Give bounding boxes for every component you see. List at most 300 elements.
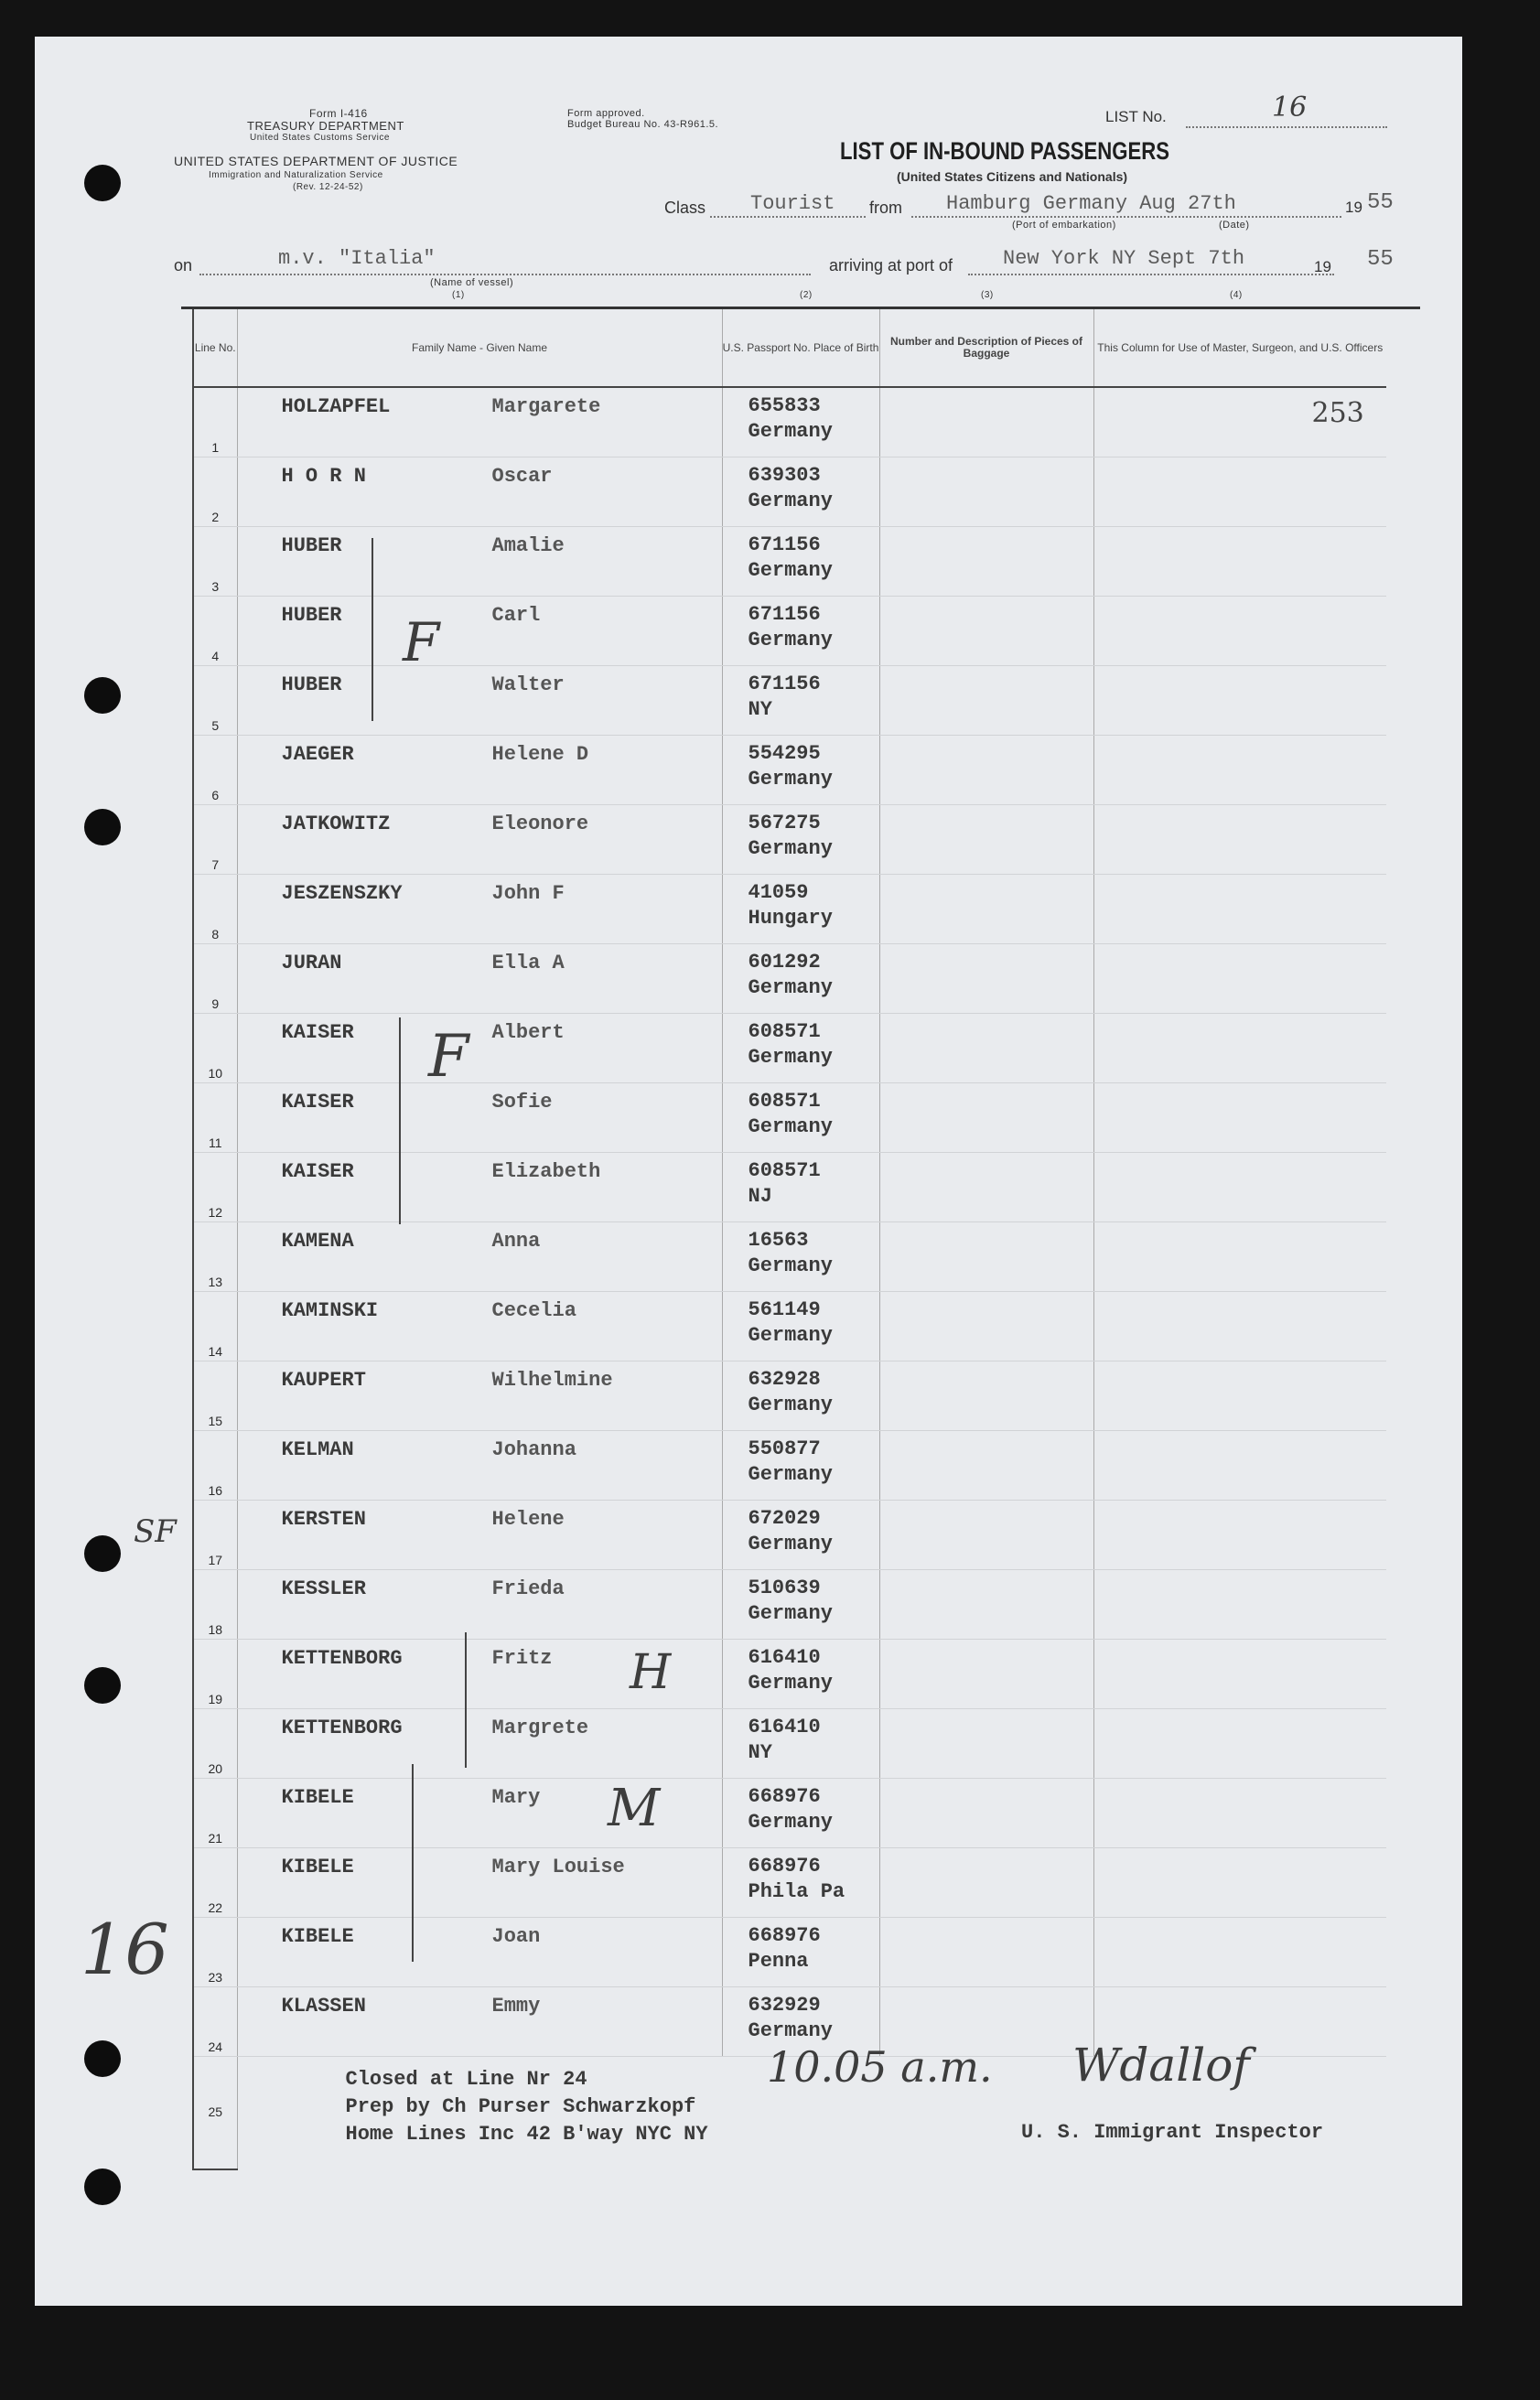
officer-note [1094, 1640, 1387, 1649]
line-number: 13 [193, 1222, 237, 1292]
officer-cell [1093, 387, 1386, 457]
list-no-label: LIST No. [1105, 108, 1167, 125]
table-row [193, 1918, 1386, 1987]
baggage-cell [879, 944, 1093, 1014]
officer-note [1094, 1083, 1387, 1092]
officer-cell [1093, 1501, 1386, 1570]
officer-cell [1093, 805, 1386, 875]
family-name: KETTENBORG [281, 1647, 403, 1670]
baggage-cell [879, 666, 1093, 736]
inspector-signature: Wdallof [1072, 2039, 1250, 2092]
baggage-cell [879, 1222, 1093, 1292]
vessel-caption: (Name of vessel) [430, 277, 514, 288]
punch-hole [84, 165, 121, 201]
passport-cell [722, 1361, 879, 1431]
passport-cell [722, 736, 879, 805]
passport-number: 668976 [748, 1855, 821, 1878]
passport-cell [722, 666, 879, 736]
officer-note [1094, 1014, 1387, 1023]
closing-line-3: Home Lines Inc 42 B'way NYC NY [345, 2123, 708, 2146]
passport-cell [722, 1014, 879, 1083]
header-passport: U.S. Passport No. Place of Birth [722, 309, 879, 387]
officer-cell [1093, 1570, 1386, 1640]
line-number: 8 [193, 875, 237, 944]
table-row [193, 1014, 1386, 1083]
officer-cell [1093, 1361, 1386, 1431]
treasury-department: TREASURY DEPARTMENT [247, 119, 404, 133]
class-line [710, 216, 866, 218]
family-name: JESZENSZKY [281, 882, 403, 905]
baggage-cell [879, 875, 1093, 944]
given-name: Helene D [491, 743, 589, 766]
name-cell [237, 1918, 722, 1987]
from-label: from [869, 199, 902, 217]
place-of-birth: Germany [748, 629, 833, 651]
passport-number: 608571 [748, 1020, 821, 1043]
family-name: KAISER [281, 1160, 354, 1183]
passport-number: 655833 [748, 394, 821, 417]
class-label: Class [664, 199, 706, 217]
name-cell [237, 1501, 722, 1570]
officer-cell [1093, 1083, 1386, 1153]
passport-number: 671156 [748, 673, 821, 695]
passport-number: 608571 [748, 1090, 821, 1113]
baggage-cell [879, 597, 1093, 666]
baggage-cell [879, 1361, 1093, 1431]
table-row [193, 1709, 1386, 1779]
family-name: KELMAN [281, 1438, 354, 1461]
table-row [193, 1848, 1386, 1918]
customs-service: United States Customs Service [250, 133, 390, 143]
table-row [193, 1222, 1386, 1292]
name-cell [237, 1014, 722, 1083]
given-name: Joan [491, 1925, 541, 1948]
baggage-cell [879, 1570, 1093, 1640]
officer-note [1094, 457, 1387, 467]
family-name: KESSLER [281, 1577, 366, 1600]
family-name: KLASSEN [281, 1995, 366, 2018]
passport-number: 616410 [748, 1716, 821, 1738]
family-name: JATKOWITZ [281, 813, 391, 835]
passport-cell [722, 1083, 879, 1153]
passport-cell [722, 527, 879, 597]
table-row [193, 1779, 1386, 1848]
family-name: KETTENBORG [281, 1717, 403, 1739]
passport-number: 616410 [748, 1646, 821, 1669]
given-name: Elizabeth [491, 1160, 601, 1183]
place-of-birth: NY [748, 1741, 772, 1764]
family-bracket [372, 538, 373, 721]
given-name: Walter [491, 673, 565, 696]
passport-number: 16563 [748, 1229, 809, 1252]
officer-cell [1093, 1918, 1386, 1987]
arriving-label: arriving at port of [829, 256, 953, 274]
given-name: Margrete [491, 1717, 589, 1739]
officer-cell [1093, 1709, 1386, 1779]
date-caption: (Date) [1219, 220, 1250, 231]
given-name: Anna [491, 1230, 541, 1253]
passport-cell [722, 1779, 879, 1848]
table-row [193, 805, 1386, 875]
inspector-label: U. S. Immigrant Inspector [1021, 2121, 1324, 2144]
passport-number: 608571 [748, 1159, 821, 1182]
vessel-value: m.v. "Italia" [278, 247, 436, 270]
officer-cell [1093, 736, 1386, 805]
passport-number: 567275 [748, 812, 821, 834]
officer-note: 253 [1311, 397, 1364, 429]
punch-hole [84, 1535, 121, 1572]
passport-cell [722, 1501, 879, 1570]
passport-number: 554295 [748, 742, 821, 765]
passport-cell [722, 1709, 879, 1779]
place-of-birth: Germany [748, 1115, 833, 1138]
place-of-birth: Germany [748, 1324, 833, 1347]
col-number-2: (2) [800, 290, 813, 300]
baggage-cell [879, 1083, 1093, 1153]
document-subtitle: (United States Citizens and Nationals) [897, 169, 1128, 184]
place-of-birth: Germany [748, 1463, 833, 1486]
family-name: HUBER [281, 673, 342, 696]
punch-hole [84, 677, 121, 714]
passport-number: 672029 [748, 1507, 821, 1530]
handwritten-family-mark: F [428, 1023, 469, 1091]
name-cell [237, 1848, 722, 1918]
line-number: 6 [193, 736, 237, 805]
place-of-birth: Germany [748, 559, 833, 582]
table-row [193, 457, 1386, 527]
place-of-birth: Germany [748, 1533, 833, 1555]
officer-cell [1093, 875, 1386, 944]
name-cell [237, 1083, 722, 1153]
table-row [193, 875, 1386, 944]
baggage-cell [879, 805, 1093, 875]
table-row [193, 1570, 1386, 1640]
line-number: 10 [193, 1014, 237, 1083]
family-name: KAISER [281, 1091, 354, 1114]
given-name: Helene [491, 1508, 565, 1531]
officer-cell [1093, 1292, 1386, 1361]
handwritten-family-mark: H [630, 1645, 672, 1700]
passport-number: 668976 [748, 1924, 821, 1947]
place-of-birth: Germany [748, 1811, 833, 1834]
line-number: 2 [193, 457, 237, 527]
passport-cell [722, 875, 879, 944]
officer-cell [1093, 1014, 1386, 1083]
family-name: KAMENA [281, 1230, 354, 1253]
table-row [193, 1431, 1386, 1501]
given-name: Mary Louise [491, 1856, 625, 1878]
officer-note [1094, 666, 1387, 675]
table-row [193, 1153, 1386, 1222]
officer-cell [1093, 1640, 1386, 1709]
table-row [193, 736, 1386, 805]
year-value: 55 [1367, 190, 1394, 215]
family-name: HOLZAPFEL [281, 395, 391, 418]
port-embark-caption: (Port of embarkation) [1012, 220, 1116, 231]
line-number: 12 [193, 1153, 237, 1222]
given-name: Carl [491, 604, 541, 627]
name-cell [237, 1361, 722, 1431]
punch-hole [84, 1667, 121, 1704]
officer-cell [1093, 1431, 1386, 1501]
officer-note [1094, 597, 1387, 606]
place-of-birth: Germany [748, 2019, 833, 2042]
passport-cell [722, 597, 879, 666]
on-label: on [174, 256, 193, 274]
family-name: KIBELE [281, 1786, 354, 1809]
line-number: 14 [193, 1292, 237, 1361]
passport-cell [722, 1570, 879, 1640]
line-number: 9 [193, 944, 237, 1014]
line-number: 22 [193, 1848, 237, 1918]
passport-cell [722, 1292, 879, 1361]
officer-note [1094, 1501, 1387, 1510]
officer-note [1094, 875, 1387, 884]
baggage-cell [879, 1779, 1093, 1848]
baggage-cell [879, 1431, 1093, 1501]
header-officers: This Column for Use of Master, Surgeon, and U.S. Officers [1093, 309, 1386, 387]
table-row [193, 944, 1386, 1014]
place-of-birth: Germany [748, 1672, 833, 1695]
family-name: JAEGER [281, 743, 354, 766]
family-bracket [465, 1632, 467, 1768]
class-value: Tourist [750, 192, 835, 215]
place-of-birth: Germany [748, 768, 833, 791]
passport-cell [722, 1222, 879, 1292]
name-cell [237, 875, 722, 944]
officer-note [1094, 944, 1387, 953]
family-name: HUBER [281, 604, 342, 627]
place-of-birth: Phila Pa [748, 1880, 845, 1903]
given-name: Sofie [491, 1091, 553, 1114]
col-number-3: (3) [981, 290, 994, 300]
place-of-birth: Germany [748, 976, 833, 999]
header-baggage: Number and Description of Pieces of Baggage [879, 309, 1093, 387]
arrival-year-label: 19 [1314, 258, 1331, 275]
baggage-cell [879, 736, 1093, 805]
officer-cell [1093, 1222, 1386, 1292]
line-number: 7 [193, 805, 237, 875]
table-row [193, 1501, 1386, 1570]
line-number: 21 [193, 1779, 237, 1848]
passport-number: 550877 [748, 1437, 821, 1460]
handwritten-family-mark: F [403, 611, 440, 673]
passport-cell [722, 387, 879, 457]
officer-note [1094, 1222, 1387, 1232]
line-number: 24 [193, 1987, 237, 2057]
from-value: Hamburg Germany Aug 27th [946, 192, 1236, 215]
place-of-birth: Penna [748, 1950, 809, 1973]
line-number: 4 [193, 597, 237, 666]
officer-cell [1093, 944, 1386, 1014]
table-row [193, 1083, 1386, 1153]
officer-note [1094, 1848, 1387, 1857]
passport-number: 632929 [748, 1994, 821, 2017]
name-cell [237, 1222, 722, 1292]
family-name: KAUPERT [281, 1369, 366, 1392]
given-name: Wilhelmine [491, 1369, 613, 1392]
baggage-cell [879, 457, 1093, 527]
officer-note [1094, 805, 1387, 814]
given-name: Oscar [491, 465, 553, 488]
officer-note [1094, 1292, 1387, 1301]
passport-cell [722, 1848, 879, 1918]
given-name: Mary [491, 1786, 541, 1809]
punch-hole [84, 2169, 121, 2205]
baggage-cell [879, 1153, 1093, 1222]
name-cell [237, 805, 722, 875]
family-name: H O R N [281, 465, 366, 488]
name-cell [237, 736, 722, 805]
header-name: Family Name - Given Name [237, 309, 722, 387]
line-number: 5 [193, 666, 237, 736]
officer-note [1094, 1709, 1387, 1718]
baggage-cell [879, 1292, 1093, 1361]
name-cell [237, 1431, 722, 1501]
baggage-cell [879, 1014, 1093, 1083]
budget-bureau: Budget Bureau No. 43-R961.5. [567, 119, 719, 130]
arrival-line [968, 274, 1334, 275]
officer-cell [1093, 1848, 1386, 1918]
arrival-year-value: 55 [1367, 247, 1394, 272]
passport-number: 601292 [748, 951, 821, 974]
closing-line-2: Prep by Ch Purser Schwarzkopf [345, 2095, 696, 2118]
passport-number: 561149 [748, 1298, 821, 1321]
given-name: Fritz [491, 1647, 553, 1670]
passport-number: 668976 [748, 1785, 821, 1808]
baggage-cell [879, 1640, 1093, 1709]
officer-note [1094, 527, 1387, 536]
given-name: Johanna [491, 1438, 576, 1461]
line-number: 20 [193, 1709, 237, 1779]
vessel-line [199, 274, 811, 275]
doj-label: UNITED STATES DEPARTMENT OF JUSTICE [174, 154, 458, 168]
name-cell [237, 457, 722, 527]
header-line-no: Line No. [193, 309, 237, 387]
name-cell [237, 666, 722, 736]
from-line [911, 216, 1341, 218]
place-of-birth: Germany [748, 490, 833, 512]
ins-label: Immigration and Naturalization Service [209, 170, 383, 180]
handwritten-margin-note: SF [134, 1513, 177, 1550]
place-of-birth: Hungary [748, 907, 833, 930]
name-cell [237, 1987, 722, 2057]
passport-number: 639303 [748, 464, 821, 487]
given-name: Emmy [491, 1995, 541, 2018]
officer-cell [1093, 457, 1386, 527]
baggage-cell [879, 1501, 1093, 1570]
line-number: 15 [193, 1361, 237, 1431]
officer-cell [1093, 1779, 1386, 1848]
place-of-birth: Germany [748, 1254, 833, 1277]
officer-note [1094, 1987, 1387, 1996]
line-number: 18 [193, 1570, 237, 1640]
document-title: LIST OF IN-BOUND PASSENGERS [840, 137, 1170, 165]
passport-cell [722, 1431, 879, 1501]
given-name: Ella A [491, 952, 565, 974]
passport-cell [722, 457, 879, 527]
line-number: 19 [193, 1640, 237, 1709]
family-name: KERSTEN [281, 1508, 366, 1531]
given-name: Frieda [491, 1577, 565, 1600]
family-name: JURAN [281, 952, 342, 974]
passport-number: 41059 [748, 881, 809, 904]
officer-note [1094, 1570, 1387, 1579]
col-number-4: (4) [1230, 290, 1243, 300]
officer-note [1094, 1431, 1387, 1440]
form-number: Form I-416 [309, 107, 368, 120]
name-cell [237, 1153, 722, 1222]
list-no-value: 16 [1272, 91, 1308, 124]
list-no-line [1186, 126, 1387, 128]
place-of-birth: NJ [748, 1185, 772, 1208]
passport-cell [722, 1640, 879, 1709]
passport-number: 671156 [748, 533, 821, 556]
family-name: KAMINSKI [281, 1299, 379, 1322]
passport-number: 510639 [748, 1577, 821, 1599]
passport-cell [722, 805, 879, 875]
name-cell [237, 1292, 722, 1361]
place-of-birth: Germany [748, 837, 833, 860]
family-bracket [412, 1764, 414, 1962]
given-name: John F [491, 882, 565, 905]
name-cell [237, 387, 722, 457]
family-name: KAISER [281, 1021, 354, 1044]
closing-line-1: Closed at Line Nr 24 [345, 2068, 587, 2091]
place-of-birth: Germany [748, 420, 833, 443]
table-row [193, 1361, 1386, 1431]
passport-number: 671156 [748, 603, 821, 626]
name-cell [237, 1570, 722, 1640]
baggage-cell [879, 1918, 1093, 1987]
baggage-cell [879, 1709, 1093, 1779]
line-number: 17 [193, 1501, 237, 1570]
family-name: KIBELE [281, 1925, 354, 1948]
place-of-birth: Germany [748, 1046, 833, 1069]
place-of-birth: Germany [748, 1602, 833, 1625]
line-number: 16 [193, 1431, 237, 1501]
line-number: 1 [193, 387, 237, 457]
officer-cell [1093, 527, 1386, 597]
passport-cell [722, 1918, 879, 1987]
year-label: 19 [1345, 199, 1362, 216]
table-row [193, 1292, 1386, 1361]
given-name: Albert [491, 1021, 565, 1044]
given-name: Margarete [491, 395, 601, 418]
name-cell [237, 944, 722, 1014]
form-approved: Form approved. [567, 108, 645, 119]
baggage-cell [879, 387, 1093, 457]
handwritten-margin-number: 16 [81, 1909, 169, 1990]
officer-note [1094, 1779, 1387, 1788]
punch-hole [84, 809, 121, 845]
punch-hole [84, 2040, 121, 2077]
line-number: 25 [193, 2057, 237, 2170]
line-number: 11 [193, 1083, 237, 1153]
col-number-1: (1) [452, 290, 465, 300]
given-name: Eleonore [491, 813, 589, 835]
officer-note [1094, 1361, 1387, 1371]
officer-note [1094, 1153, 1387, 1162]
passport-cell [722, 1153, 879, 1222]
arrival-value: New York NY Sept 7th [1003, 247, 1245, 270]
officer-note [1094, 1918, 1387, 1927]
line-number: 3 [193, 527, 237, 597]
name-cell [237, 1709, 722, 1779]
place-of-birth: NY [748, 698, 772, 721]
revision-label: (Rev. 12-24-52) [293, 182, 363, 192]
officer-cell [1093, 1153, 1386, 1222]
